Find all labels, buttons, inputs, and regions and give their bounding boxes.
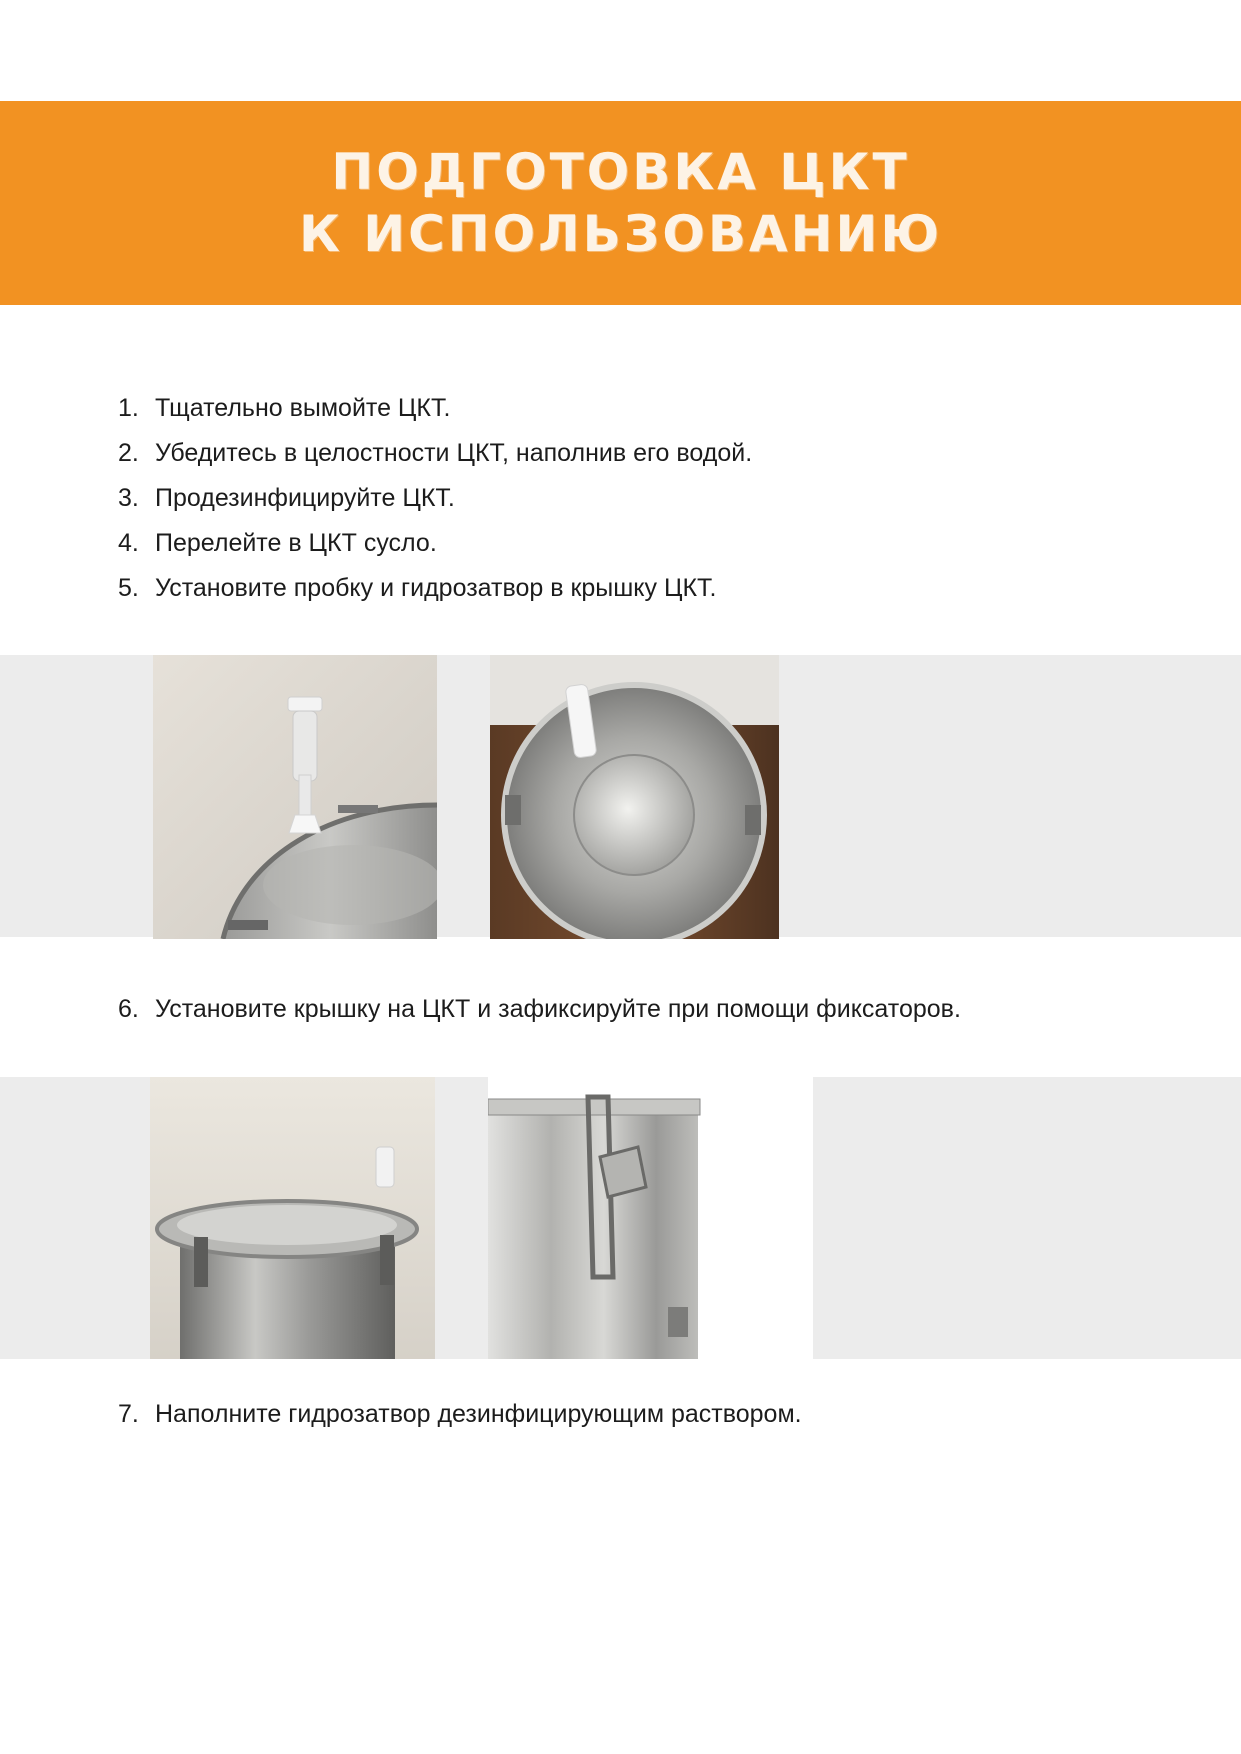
step-text: Продезинфицируйте ЦКТ.: [155, 484, 455, 512]
header-banner: [0, 101, 1241, 305]
step-item: [118, 1392, 802, 1437]
step-text: Перелейте в ЦКТ сусло.: [155, 529, 437, 557]
step-text: Убедитесь в целостности ЦКТ, наполнив его водой.: [155, 439, 753, 467]
step-number: 2.: [118, 439, 139, 467]
steps-list: [118, 386, 752, 611]
photo-clamp-closeup: [488, 1077, 813, 1359]
step-number: 6.: [118, 995, 139, 1023]
step-number: 1.: [118, 394, 139, 422]
photo-lid-mounted-on-tank: [150, 1077, 435, 1359]
step-number: 4.: [118, 529, 139, 557]
step-item: [118, 521, 752, 566]
step-text: Наполните гидрозатвор дезинфицирующим раствором.: [155, 1400, 802, 1428]
step-number: 7.: [118, 1400, 139, 1428]
page-title-line-2: К ИСПОЛЬЗОВАНИЮ: [298, 205, 943, 263]
step-item: [118, 386, 752, 431]
step-item: [118, 431, 752, 476]
step-text: Установите пробку и гидрозатвор в крышку ЦКТ.: [155, 574, 717, 602]
step-item: [118, 566, 752, 611]
step-number: 5.: [118, 574, 139, 602]
step-item: [118, 987, 961, 1032]
step-text: Тщательно вымойте ЦКТ.: [155, 394, 451, 422]
step-number: 3.: [118, 484, 139, 512]
photo-lid-top-view: [490, 655, 779, 939]
step-item: [118, 476, 752, 521]
photo-airlock-on-lid: [153, 655, 437, 939]
page-title-line-1: ПОДГОТОВКА ЦКТ: [331, 143, 910, 201]
step-text: Установите крышку на ЦКТ и зафиксируйте при помощи фиксаторов.: [155, 995, 961, 1023]
